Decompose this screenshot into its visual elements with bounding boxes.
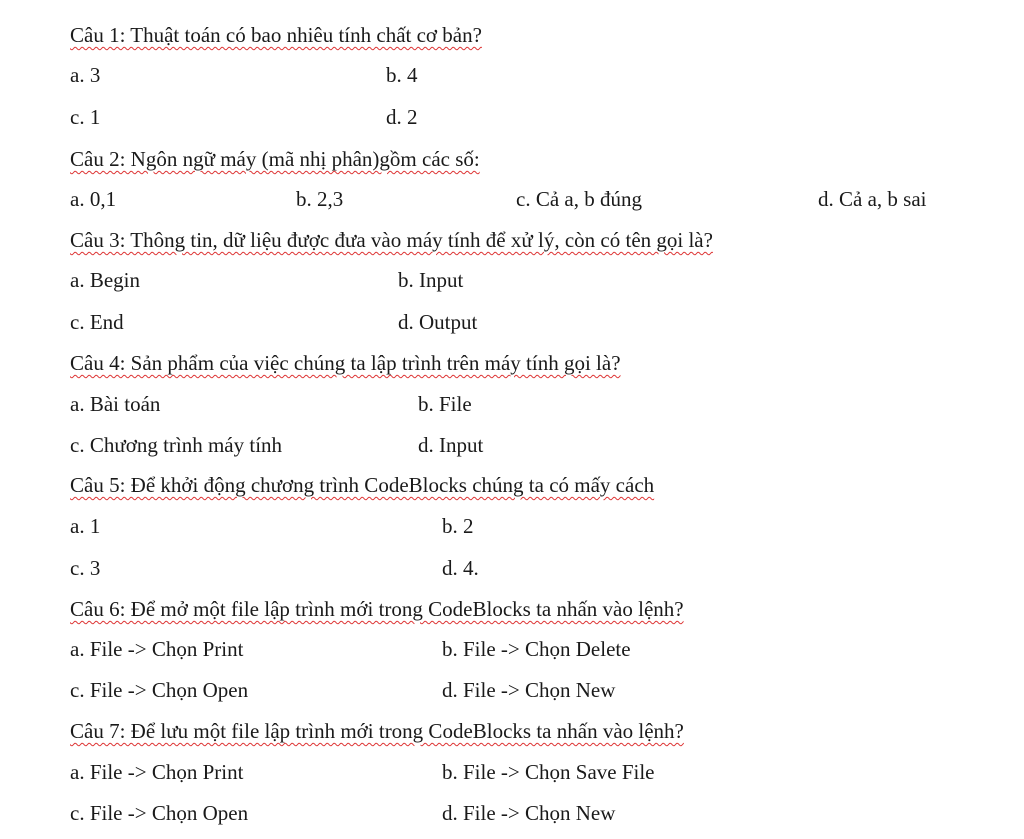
question-4-title-line (0, 348, 1024, 378)
option-a: a. Bài toán (70, 392, 161, 416)
option-c: c. File -> Chọn Open (70, 801, 249, 825)
question-1-title-line (0, 20, 1024, 50)
question-6-options-row-1 (0, 634, 1024, 664)
question-7-title-line (0, 716, 1024, 746)
question-title: Câu 4: Sản phẩm của việc chúng ta lập trình trên máy tính gọi là? (70, 351, 621, 375)
question-4-options-row-1 (0, 389, 1024, 419)
option-a: a. Begin (70, 268, 140, 292)
option-b: b. Input (398, 268, 464, 292)
option-b: b. File -> Chọn Save File (442, 760, 655, 784)
question-title: Câu 6: Để mở một file lập trình mới trong CodeBlocks ta nhấn vào lệnh? (70, 597, 684, 621)
option-d: d. Input (418, 433, 484, 457)
question-5-options-row-2 (0, 553, 1024, 583)
option-b: b. 2 (442, 514, 474, 538)
option-a: a. 3 (70, 63, 101, 87)
option-d: d. File -> Chọn New (442, 678, 616, 702)
option-d: d. 4. (442, 556, 479, 580)
question-1-options-row-2 (0, 102, 1024, 132)
question-title: Câu 7: Để lưu một file lập trình mới trong CodeBlocks ta nhấn vào lệnh? (70, 719, 684, 743)
question-3-options-row-2 (0, 307, 1024, 337)
question-5-options-row-1 (0, 511, 1024, 541)
option-b: b. File (418, 392, 472, 416)
question-6-options-row-2 (0, 675, 1024, 705)
option-c: c. End (70, 310, 124, 334)
question-title: Câu 5: Để khởi động chương trình CodeBlocks chúng ta có mấy cách (70, 473, 655, 497)
option-b: b. File -> Chọn Delete (442, 637, 631, 661)
option-d: d. Cả a, b sai (818, 187, 927, 211)
question-3-options-row-1 (0, 265, 1024, 295)
question-6-title-line (0, 594, 1024, 624)
question-title: Câu 1: Thuật toán có bao nhiêu tính chất cơ bản? (70, 23, 482, 47)
question-2-title-line (0, 144, 1024, 174)
option-b: b. 4 (386, 63, 418, 87)
option-c: c. Cả a, b đúng (516, 187, 642, 211)
question-7-options-row-2 (0, 798, 1024, 828)
option-a: a. 1 (70, 514, 101, 538)
option-d: d. File -> Chọn New (442, 801, 616, 825)
option-a: a. File -> Chọn Print (70, 637, 244, 661)
option-a: a. 0,1 (70, 187, 117, 211)
question-7-options-row-1 (0, 757, 1024, 787)
question-4-options-row-2 (0, 430, 1024, 460)
option-c: c. File -> Chọn Open (70, 678, 249, 702)
question-1-options-row-1 (0, 60, 1024, 90)
option-c: c. Chương trình máy tính (70, 433, 283, 457)
option-d: d. Output (398, 310, 478, 334)
question-title: Câu 2: Ngôn ngữ máy (mã nhị phân)gồm các số: (70, 147, 480, 171)
question-title: Câu 3: Thông tin, dữ liệu được đưa vào máy tính để xử lý, còn có tên gọi là? (70, 228, 713, 252)
option-a: a. File -> Chọn Print (70, 760, 244, 784)
option-d: d. 2 (386, 105, 418, 129)
option-b: b. 2,3 (296, 187, 344, 211)
question-3-title-line (0, 225, 1024, 255)
question-5-title-line (0, 470, 1024, 500)
option-c: c. 1 (70, 105, 101, 129)
option-c: c. 3 (70, 556, 101, 580)
question-2-options-row (0, 184, 1024, 214)
